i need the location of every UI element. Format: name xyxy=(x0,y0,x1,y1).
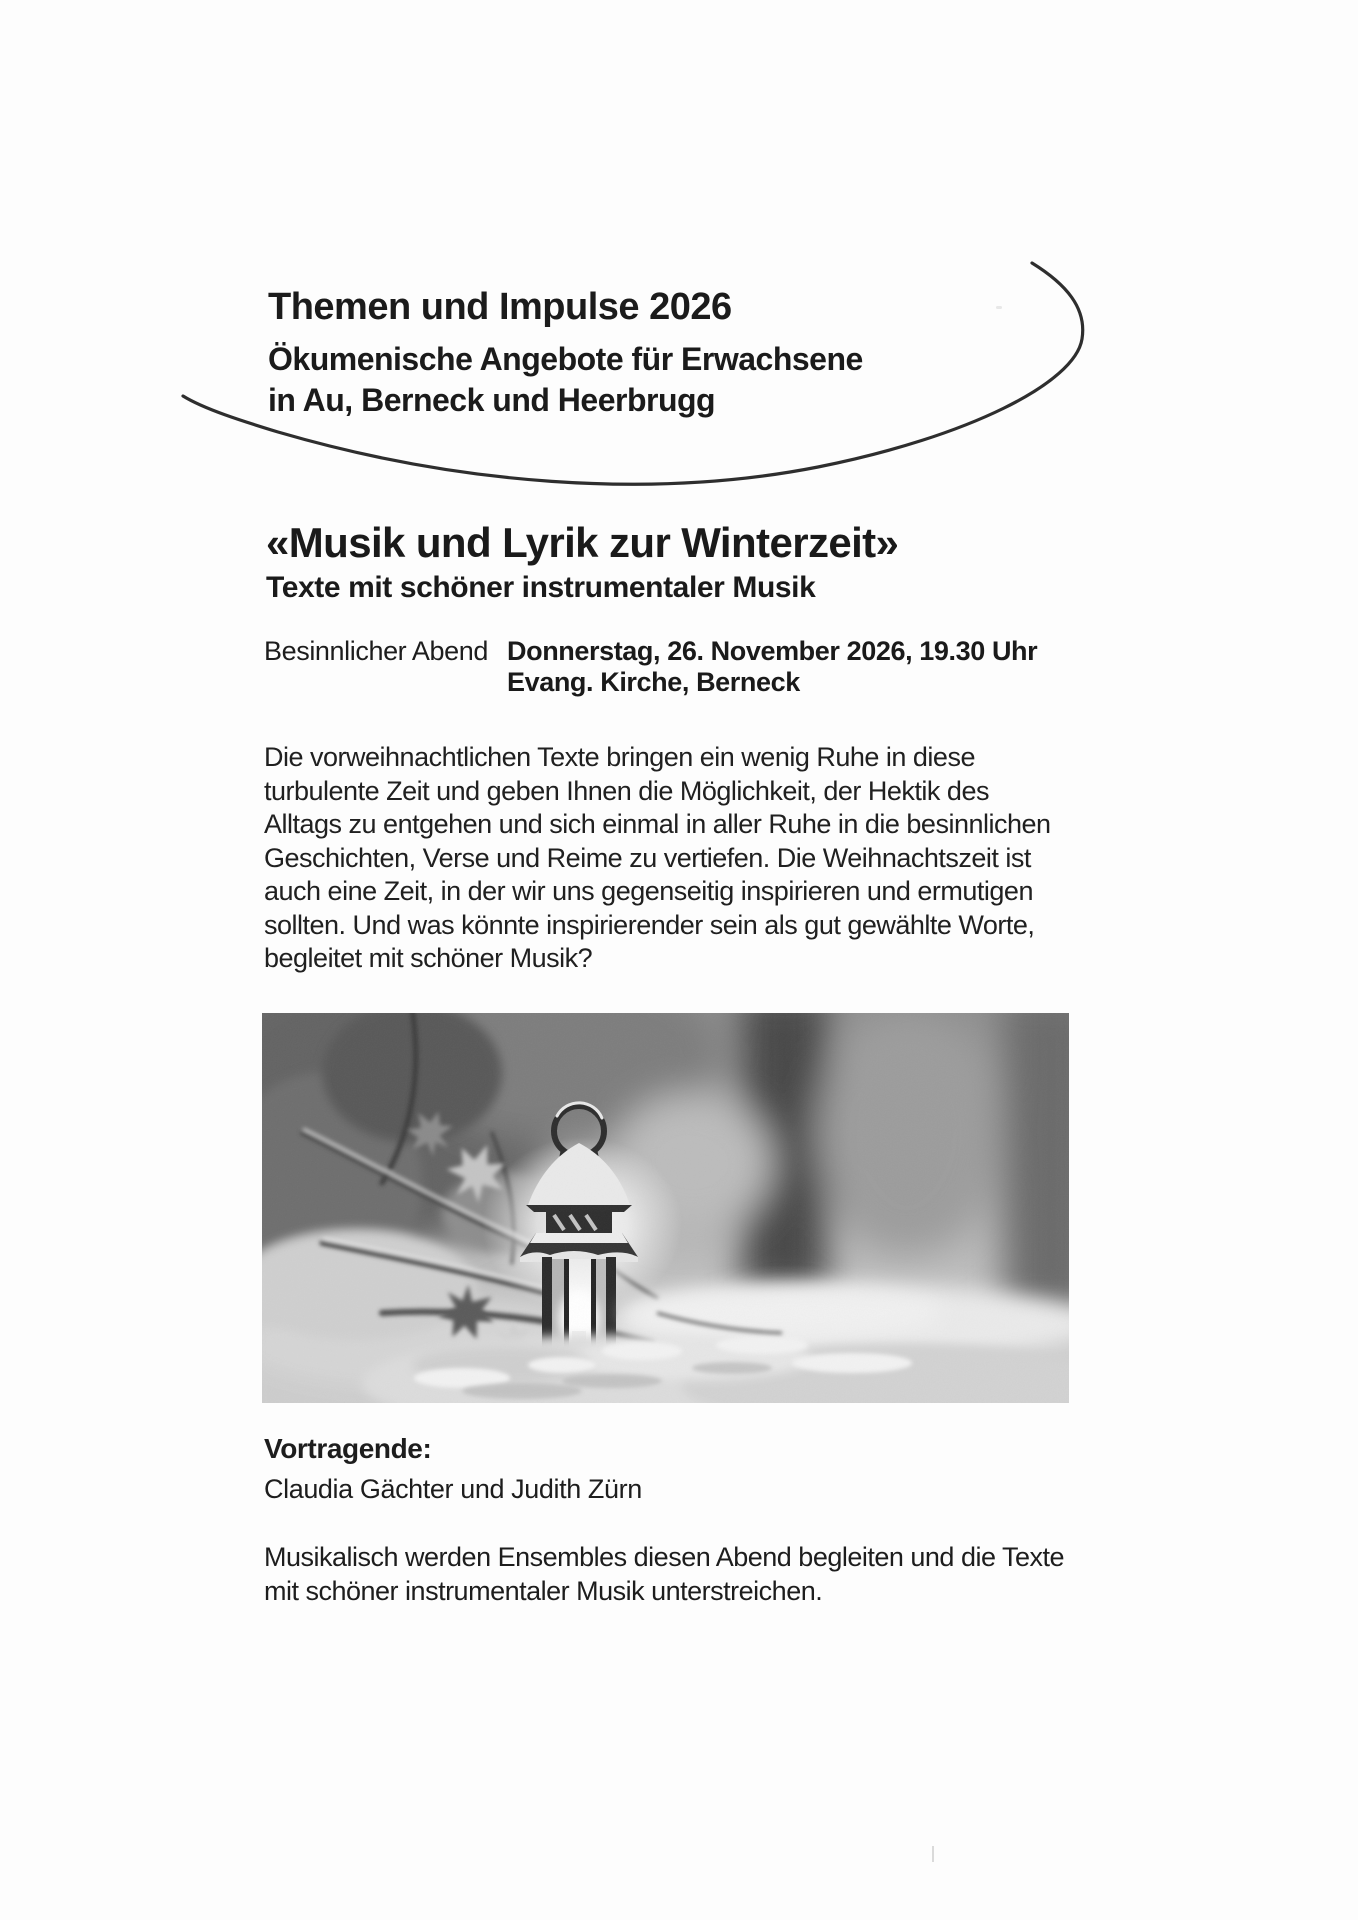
description-line: Die vorweihnachtlichen Texte bringen ein wenig Ruhe in diese xyxy=(264,742,975,772)
description-line: begleitet mit schöner Musik? xyxy=(264,943,593,973)
program-title: Themen und Impulse 2026 xyxy=(268,286,732,328)
event-details xyxy=(507,636,1037,698)
description-line: sollten. Und was könnte inspirierender sein als gut gewählte Worte, xyxy=(264,909,1035,940)
event-description xyxy=(264,741,1051,976)
program-subtitle xyxy=(268,339,863,421)
scan-artifact xyxy=(932,1846,934,1862)
music-note-line: mit schöner instrumentaler Musik unterstreichen. xyxy=(264,1576,823,1606)
event-type-label: Besinnlicher Abend xyxy=(264,636,488,666)
event-title: «Musik und Lyrik zur Winterzeit» xyxy=(266,519,899,566)
speakers-names: Claudia Gächter und Judith Zürn xyxy=(264,1474,642,1504)
scan-artifact xyxy=(996,306,1002,309)
event-location: Evang. Kirche, Berneck xyxy=(507,667,800,697)
speakers-heading: Vortragende: xyxy=(264,1433,432,1464)
description-line: turbulente Zeit und geben Ihnen die Möglichkeit, der Hektik des xyxy=(264,775,989,806)
event-subtitle: Texte mit schöner instrumentaler Musik xyxy=(266,571,816,604)
description-line: Alltags zu entgehen und sich einmal in aller Ruhe in die besinnlichen xyxy=(264,809,1051,839)
music-note-line: Musikalisch werden Ensembles diesen Abend begleiten und die Texte xyxy=(264,1542,1065,1572)
lantern-photo-illustration xyxy=(262,1013,1069,1403)
description-line: Geschichten, Verse und Reime zu vertiefen. Die Weihnachtszeit ist xyxy=(264,842,1031,873)
music-note xyxy=(264,1540,1064,1608)
description-line: auch eine Zeit, in der wir uns gegenseitig inspirieren und ermutigen xyxy=(264,876,1033,906)
event-datetime: Donnerstag, 26. November 2026, 19.30 Uhr xyxy=(507,636,1038,666)
lantern-in-snow-photo xyxy=(262,1013,1069,1403)
program-subtitle-line2: in Au, Berneck und Heerbrugg xyxy=(268,382,716,418)
program-subtitle-line1: Ökumenische Angebote für Erwachsene xyxy=(268,341,863,377)
